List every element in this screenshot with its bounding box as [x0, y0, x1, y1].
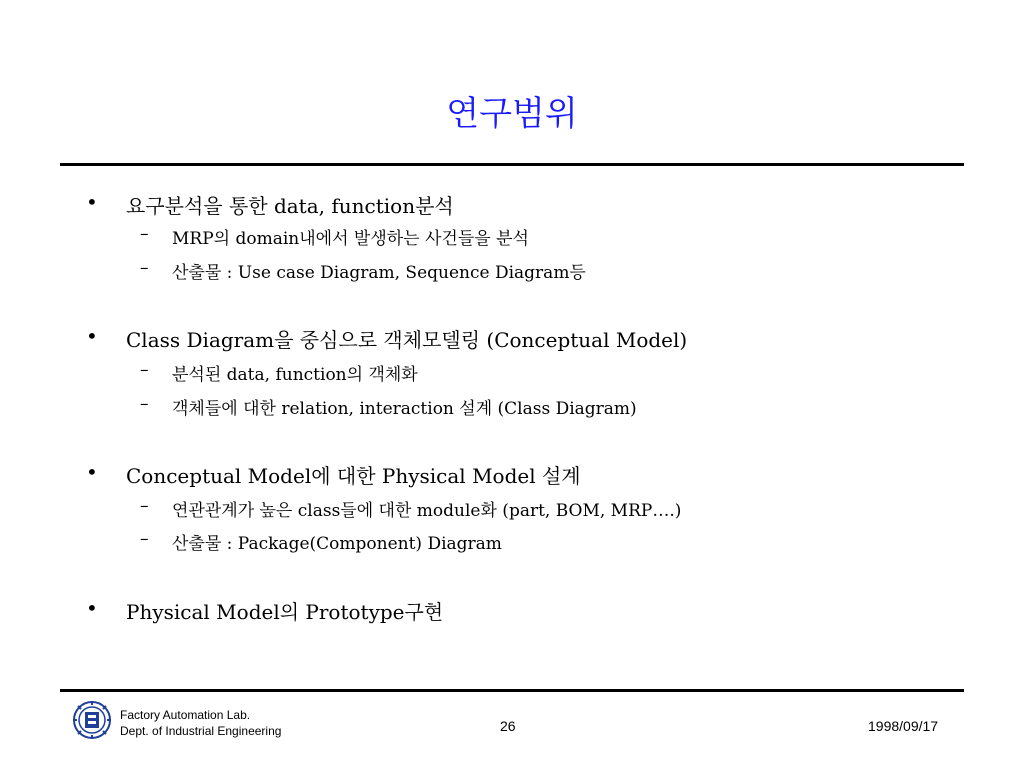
- sub-text: 분석된 data, function의 객체화: [172, 365, 418, 385]
- sub-marker: –: [140, 394, 149, 414]
- sub-text: 산출물 : Use case Diagram, Sequence Diagram등: [172, 263, 586, 283]
- university-emblem-icon: [72, 700, 112, 740]
- bullet-text: Class Diagram을 중심으로 객체모델링 (Conceptual Model): [126, 328, 688, 352]
- footer-lab-line2: Dept. of Industrial Engineering: [120, 724, 282, 738]
- sub-text: 연관관계가 높은 class들에 대한 module화 (part, BOM, MRP….): [172, 501, 682, 521]
- sub-item: [0, 496, 1024, 522]
- sub-item: [0, 394, 1024, 420]
- sub-item: [0, 529, 1024, 555]
- sub-marker: –: [140, 496, 149, 516]
- bullet-marker: •: [86, 460, 98, 484]
- sub-marker: –: [140, 529, 149, 549]
- sub-marker: –: [140, 360, 149, 380]
- footer-date: 1998/09/17: [868, 718, 939, 734]
- bullet-text: 요구분석을 통한 data, function분석: [126, 194, 454, 218]
- sub-text: 객체들에 대한 relation, interaction 설계 (Class Diagram): [172, 399, 637, 419]
- sub-text: 산출물 : Package(Component) Diagram: [172, 534, 502, 554]
- bullet-item: [0, 324, 1024, 354]
- sub-item: [0, 224, 1024, 250]
- bullet-item: [0, 596, 1024, 626]
- bullet-marker: •: [86, 324, 98, 348]
- sub-text: MRP의 domain내에서 발생하는 사건들을 분석: [172, 229, 529, 249]
- sub-item: [0, 258, 1024, 284]
- page-number: 26: [500, 718, 516, 734]
- bullet-item: [0, 190, 1024, 220]
- bullet-text: Conceptual Model에 대한 Physical Model 설계: [126, 464, 581, 488]
- bottom-divider: [60, 689, 964, 692]
- top-divider: [60, 163, 964, 166]
- bullet-text: Physical Model의 Prototype구현: [126, 600, 444, 624]
- bullet-item: [0, 460, 1024, 490]
- sub-marker: –: [140, 224, 149, 244]
- footer-lab-line1: Factory Automation Lab.: [120, 708, 251, 722]
- slide-title: 연구범위: [446, 94, 578, 134]
- bullet-marker: •: [86, 190, 98, 214]
- sub-marker: –: [140, 258, 149, 278]
- bullet-marker: •: [86, 596, 98, 620]
- sub-item: [0, 360, 1024, 386]
- footer-lab-name: [120, 707, 281, 739]
